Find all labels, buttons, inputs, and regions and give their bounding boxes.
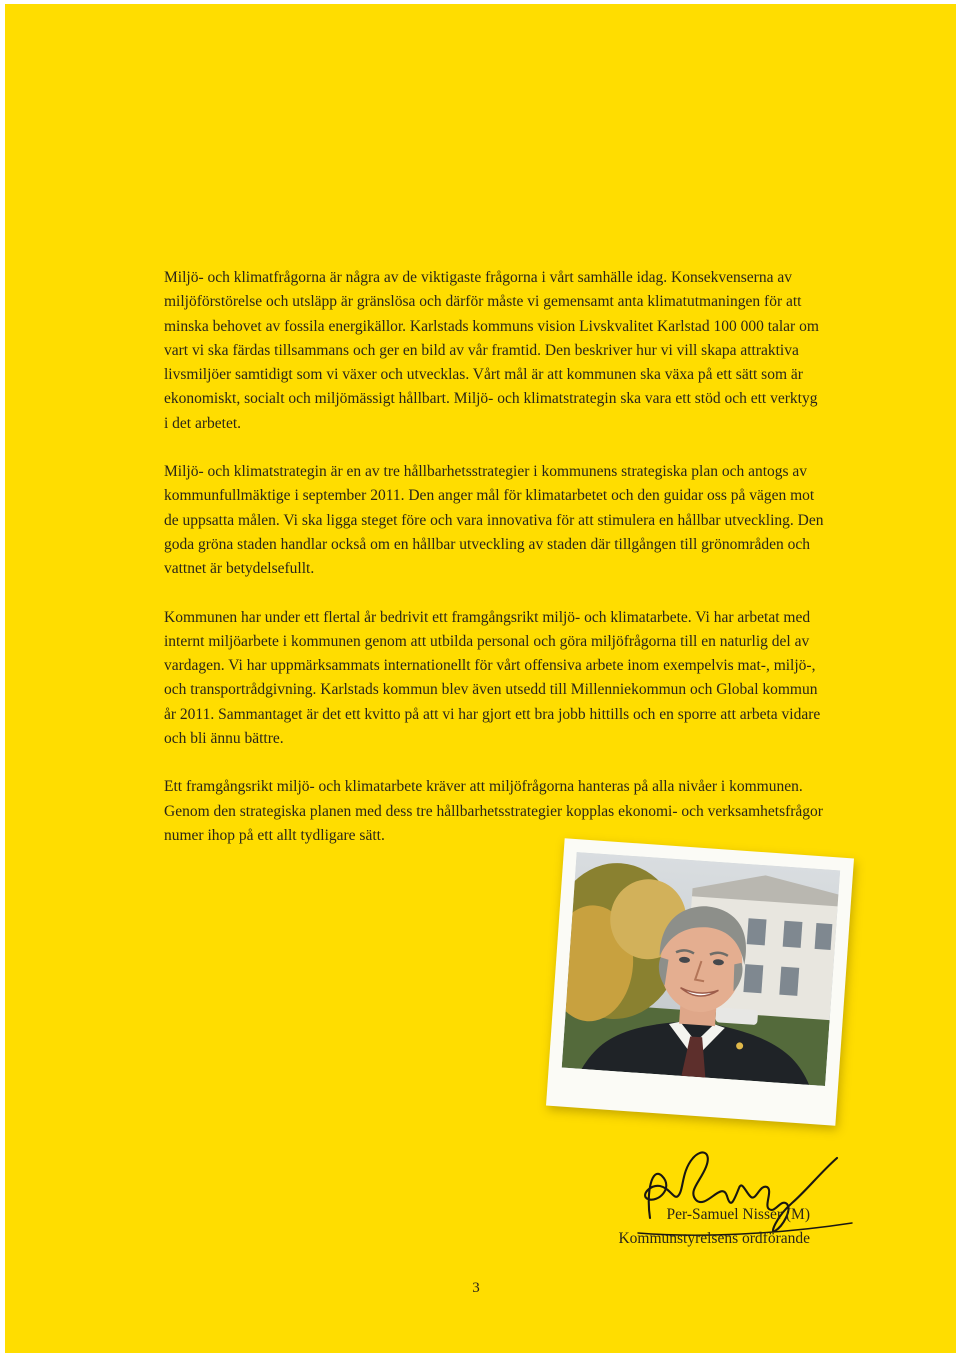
portrait-photo (562, 852, 840, 1086)
signature-title: Kommunstyrelsens ordförande (618, 1230, 810, 1247)
signature-block (560, 1203, 810, 1251)
signature-name: Per-Samuel Nisser (M) (666, 1206, 810, 1223)
body-text (164, 266, 824, 872)
paragraph-3: Kommunen har under ett flertal år bedrivit ett framgångsrikt miljö- och klimatarbete. Vi har arbetat med internt miljöarbete i kommunen genom att utbilda personal och göra miljöfrågorna till en naturlig del av vardagen. Vi har uppmärksammats internationellt för vårt offensiva arbete inom exempelvis mat-, miljö-, och transportrådgivning. Karlstads kommun blev även utsedd till Millenniekommun och Global kommun år 2011. Sammantaget är det ett kvitto på att vi har gjort ett bra jobb hittills och en sporre att arbeta vidare och bli ännu bättre. (164, 608, 821, 748)
paragraph-4: Ett framgångsrikt miljö- och klimatarbete kräver att miljöfrågorna hanteras på alla nivåer i kommunen. Genom den strategiska planen med dess tre hållbarhetsstrategier kopplas ekonomi- och verksamhetsfrågor numer ihop på ett allt tydligare sätt. (164, 778, 823, 844)
page-number: 3 (472, 1280, 480, 1296)
paragraph-2: Miljö- och klimatstrategin är en av tre hållbarhetsstrategier i kommunens strategiska plan och antogs av kommunfullmäktige i september 2011. Den anger mål för klimatarbetet och den guidar oss på vägen mot de uppsatta målen. Vi ska ligga steget före och vara innovativa för att stimulera en hållbar utveckling. Den goda gröna staden handlar också om en hållbar utveckling av staden där tillgången till grönområden och vattnet är betydelsefullt. (164, 463, 824, 578)
paragraph-1: Miljö- och klimatfrågorna är några av de viktigaste frågorna i vårt samhälle idag. Konsekvenserna av miljöförstörelse och utsläpp är gränslösa och därför måste vi gemensamt anta klimatutmaningen för att minska behovet av fossila energikällor. Karlstads kommuns vision Livskvalitet Karlstad 100 000 talar om vart vi ska färdas tillsammans och ger en bild av vår framtid. Den beskriver hur vi vill skapa attraktiva livsmiljöer samtidigt som vi växer och utvecklas. Vårt mål är att kommunen ska växa på ett sätt som är ekonomiskt, socialt och miljömässigt hållbart. Miljö- och klimatstrategin ska vara ett stöd och ett verktyg i det arbetet. (164, 269, 819, 432)
portrait-photo-frame (546, 838, 854, 1126)
